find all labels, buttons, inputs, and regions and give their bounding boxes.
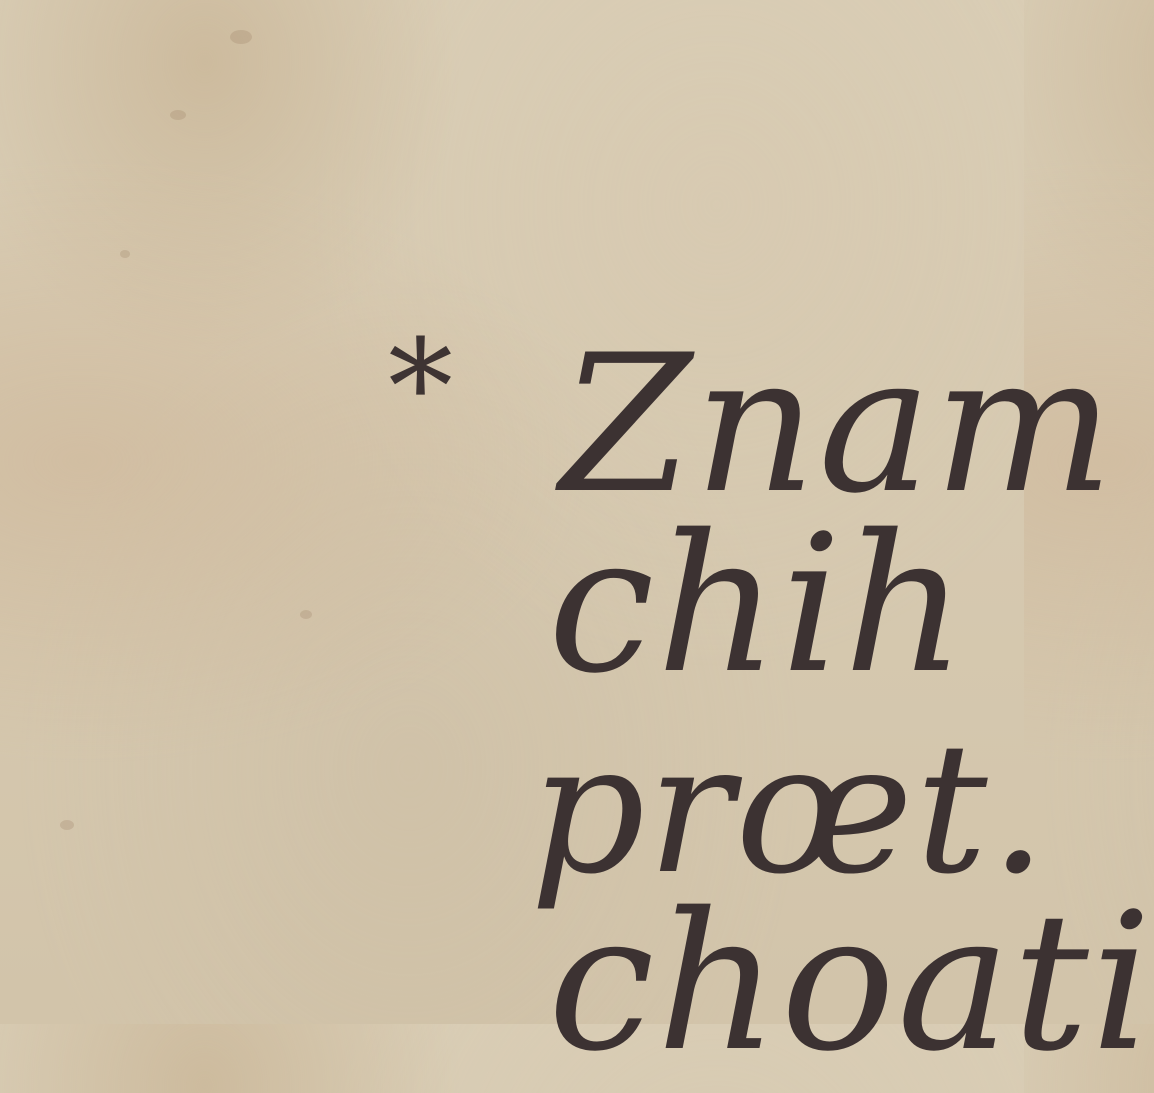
paper-speck <box>300 610 312 619</box>
text-line-1: Znam <box>560 314 1116 535</box>
entry-asterisk: * <box>388 311 453 463</box>
text-line-3: prœt. <box>530 705 1049 914</box>
paper-speck <box>170 110 186 120</box>
paper-speck <box>60 820 74 830</box>
text-line-4: choati <box>548 872 1154 1093</box>
paper-speck <box>120 250 130 258</box>
paper-speck <box>230 30 252 44</box>
text-line-2: chih <box>548 494 968 715</box>
